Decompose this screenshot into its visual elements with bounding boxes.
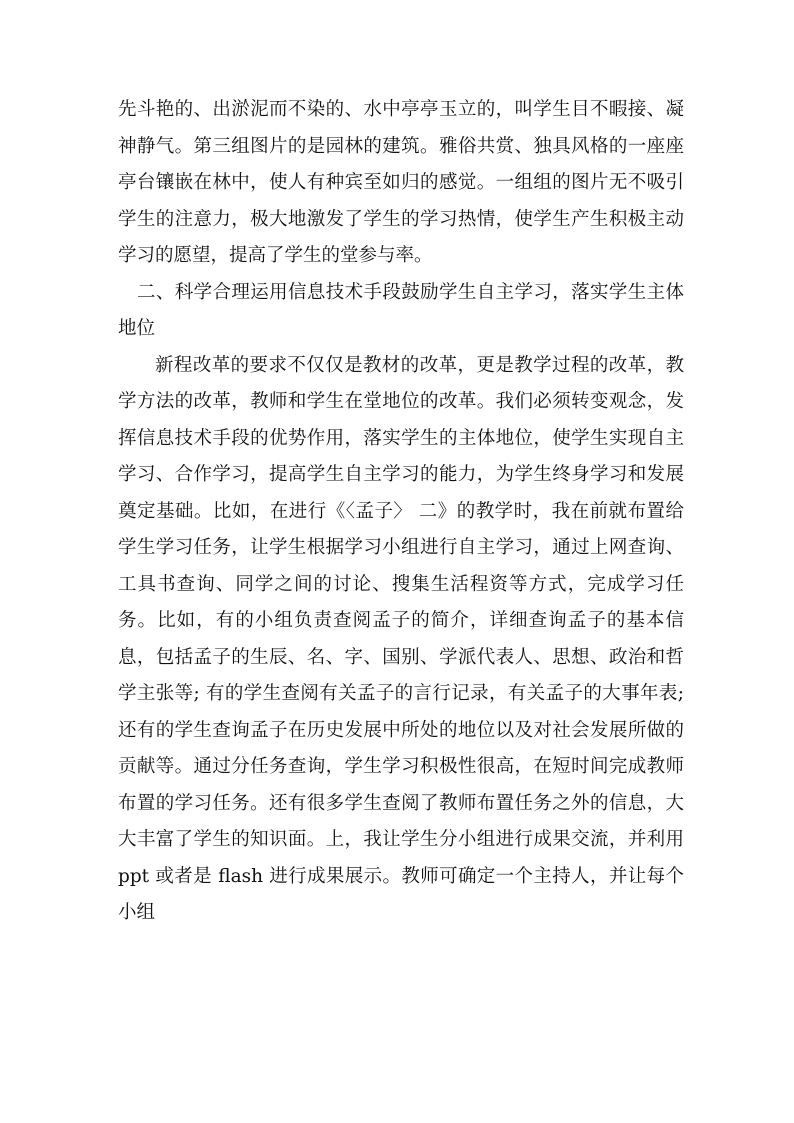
- document-body: [118, 92, 684, 932]
- paragraph-body: 新程改革的要求不仅仅是教材的改革，更是教学过程的改革，教学方法的改革，教师和学生在堂地位的改革。我们必须转变观念，发挥信息技术手段的优势作用，落实学生的主体地位，使学生实现自主学习、合作学习，提高学生自主学习的能力，为学生终身学习和发展奠定基础。比如，在进行《〈孟子〉 二》的教学时，我在前就布置给学生学习任务，让学生根据学习小组进行自主学习，通过上网查询、工具书查询、同学之间的讨论、搜集生活程资等方式，完成学习任务。比如，有的小组负责查阅孟子的简介，详细查询孟子的基本信息，包括孟子的生辰、名、字、国别、学派代表人、思想、政治和哲学主张等; 有的学生查阅有关孟子的言行记录，有关孟子的大事年表; 还有的学生查询孟子在历史发展中所处的地位以及对社会发展所做的贡献等。通过分任务查询，学生学习积极性很高，在短时间完成教师布置的学习任务。还有很多学生查阅了教师布置任务之外的信息，大大丰富了学生的知识面。上，我让学生分小组进行成果交流，并利用 ppt 或者是 flash 进行成果展示。教师可确定一个主持人，并让每个小组: [118, 354, 684, 923]
- section-heading: 二、科学合理运用信息技术手段鼓励学生自主学习，落实学生主体地位: [118, 281, 684, 339]
- paragraph-continuation: 先斗艳的、出淤泥而不染的、水中亭亭玉立的，叫学生目不暇接、凝神静气。第三组图片的是园林的建筑。雅俗共赏、独具风格的一座座亭台镶嵌在林中，使人有种宾至如归的感觉。一组组的图片无不吸引学生的注意力，极大地激发了学生的学习热情，使学生产生积极主动学习的愿望，提高了学生的堂参与率。: [118, 99, 684, 266]
